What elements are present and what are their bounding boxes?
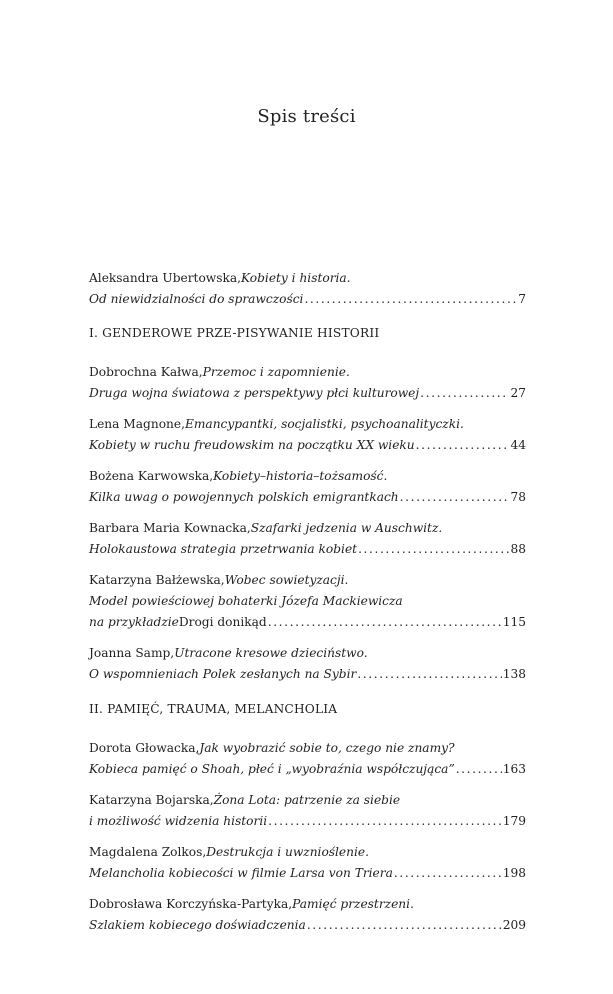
toc-entry bbox=[89, 894, 526, 936]
toc-entry-author: Lena Magnone, bbox=[89, 417, 185, 431]
toc-entry-title-line bbox=[89, 466, 526, 487]
toc-entry-title: Przemoc i zapomnienie. bbox=[202, 365, 350, 379]
toc-entry-subtitle-line bbox=[89, 383, 526, 404]
dot-leader bbox=[304, 289, 517, 310]
table-of-contents bbox=[89, 268, 526, 936]
toc-entry-subtitle-line bbox=[89, 435, 526, 456]
toc-entry-author: Dobrochna Kałwa, bbox=[89, 365, 203, 379]
toc-entry bbox=[89, 362, 526, 404]
toc-entry-title-line bbox=[89, 894, 526, 915]
toc-entry bbox=[89, 466, 526, 508]
toc-entry-title-line bbox=[89, 570, 526, 591]
toc-entry-page: 179 bbox=[502, 814, 526, 828]
dot-leader bbox=[400, 487, 510, 508]
toc-entry-title: Emancypantki, socjalistki, psychoanalityczki. bbox=[184, 417, 464, 431]
toc-entry-subtitle: O wspomnieniach Polek zesłanych na Sybir bbox=[89, 667, 357, 681]
toc-entry-subtitle: Kobieca pamięć o Shoah, płeć i „wyobraźnia współczująca” bbox=[89, 762, 455, 776]
dot-leader bbox=[357, 664, 501, 685]
toc-entry-page: 78 bbox=[510, 490, 526, 504]
toc-entry bbox=[89, 643, 526, 685]
dot-leader bbox=[394, 863, 502, 884]
toc-entry-subtitle: Kobiety w ruchu freudowskim na początku XX wieku bbox=[89, 438, 415, 452]
toc-entry-subtitle-line bbox=[89, 612, 526, 633]
toc-entry bbox=[89, 518, 526, 560]
toc-entry-title-line bbox=[89, 362, 526, 383]
toc-entry-subtitle-line bbox=[89, 664, 526, 685]
dot-leader bbox=[307, 915, 502, 936]
toc-entry-subtitle: Od niewidzialności do sprawczości bbox=[89, 292, 304, 306]
toc-entry-title: Wobec sowietyzacji. bbox=[224, 573, 349, 587]
toc-entry-subtitle-line bbox=[89, 863, 526, 884]
toc-entry-author: Katarzyna Bałżewska, bbox=[89, 573, 225, 587]
toc-entry-page: 115 bbox=[502, 615, 526, 629]
page-title: Spis treści bbox=[257, 106, 356, 127]
toc-entry-subtitle: Druga wojna światowa z perspektywy płci kulturowej bbox=[89, 386, 420, 400]
toc-entry-page: 209 bbox=[502, 918, 526, 932]
toc-entry-subtitle-cont: na przykładzie bbox=[89, 615, 179, 629]
toc-entry-author: Dobrosława Korczyńska-Partyka, bbox=[89, 897, 293, 911]
toc-entry-author: Aleksandra Ubertowska, bbox=[89, 271, 241, 285]
toc-entry-title-line bbox=[89, 414, 526, 435]
toc-entry-page: 88 bbox=[510, 542, 526, 556]
toc-entry-author: Barbara Maria Kownacka, bbox=[89, 521, 251, 535]
toc-entry-subtitle: Model powieściowej bohaterki Józefa Mackiewicza bbox=[89, 594, 403, 608]
toc-entry-subtitle: i możliwość widzenia historii bbox=[89, 814, 268, 828]
toc-entry-subtitle-line bbox=[89, 915, 526, 936]
toc-entry-title: Destrukcja i uwznioślenie. bbox=[206, 845, 369, 859]
section-heading: I. GENDEROWE PRZE-PISYWANIE HISTORII bbox=[89, 326, 380, 340]
toc-entry-subtitle-line bbox=[89, 487, 526, 508]
toc-entry bbox=[89, 414, 526, 456]
toc-entry-page: 163 bbox=[502, 762, 526, 776]
toc-entry-page: 138 bbox=[502, 667, 526, 681]
toc-entry-title: Kobiety i historia. bbox=[241, 271, 351, 285]
dot-leader bbox=[268, 811, 502, 832]
toc-entry-subtitle-line bbox=[89, 759, 526, 780]
toc-entry bbox=[89, 570, 526, 633]
toc-entry-subtitle-line bbox=[89, 289, 526, 310]
toc-entry-title-line bbox=[89, 643, 526, 664]
toc-entry-author: Magdalena Zolkos, bbox=[89, 845, 207, 859]
dot-leader bbox=[416, 435, 510, 456]
book-title-reference: Drogi donikąd bbox=[178, 615, 267, 629]
toc-entry-page: 7 bbox=[518, 292, 526, 306]
toc-entry-author: Katarzyna Bojarska, bbox=[89, 793, 214, 807]
toc-entry-title-line bbox=[89, 518, 526, 539]
toc-entry-intro bbox=[89, 268, 526, 310]
toc-entry-title-line bbox=[89, 790, 526, 811]
dot-leader bbox=[268, 612, 502, 633]
toc-entry bbox=[89, 842, 526, 884]
toc-entry-author: Dorota Głowacka, bbox=[89, 741, 200, 755]
toc-entry bbox=[89, 790, 526, 832]
section-heading: II. PAMIĘĆ, TRAUMA, MELANCHOLIA bbox=[89, 702, 338, 716]
toc-entry-title: Utracone kresowe dzieciństwo. bbox=[174, 646, 368, 660]
toc-entry-title: Żona Lota: patrzenie za siebie bbox=[213, 793, 401, 807]
toc-entry-subtitle-line bbox=[89, 591, 526, 612]
toc-entry-title: Pamięć przestrzeni. bbox=[292, 897, 414, 911]
dot-leader bbox=[420, 383, 509, 404]
toc-entry-author: Joanna Samp, bbox=[89, 646, 175, 660]
dot-leader bbox=[358, 539, 509, 560]
toc-entry-title: Jak wyobrazić sobie to, czego nie znamy? bbox=[199, 741, 455, 755]
toc-entry-subtitle: Holokaustowa strategia przetrwania kobiet bbox=[89, 542, 358, 556]
toc-entry-title-line bbox=[89, 738, 526, 759]
dot-leader bbox=[456, 759, 502, 780]
toc-entry-page: 44 bbox=[510, 438, 526, 452]
toc-entry-subtitle-line bbox=[89, 811, 526, 832]
toc-entry-title-line bbox=[89, 842, 526, 863]
toc-entry-title: Szafarki jedzenia w Auschwitz. bbox=[250, 521, 443, 535]
toc-entry-title-line bbox=[89, 268, 526, 289]
toc-entry bbox=[89, 738, 526, 780]
toc-entry-subtitle: Szlakiem kobiecego doświadczenia bbox=[89, 918, 306, 932]
toc-entry-title: Kobiety–historia–tożsamość. bbox=[213, 469, 388, 483]
toc-entry-subtitle-line bbox=[89, 539, 526, 560]
toc-entry-subtitle: Melancholia kobiecości w filmie Larsa von Triera bbox=[89, 866, 393, 880]
toc-entry-page: 198 bbox=[502, 866, 526, 880]
toc-entry-author: Bożena Karwowska, bbox=[89, 469, 214, 483]
toc-entry-subtitle: Kilka uwag o powojennych polskich emigrantkach bbox=[89, 490, 399, 504]
toc-entry-page: 27 bbox=[510, 386, 526, 400]
